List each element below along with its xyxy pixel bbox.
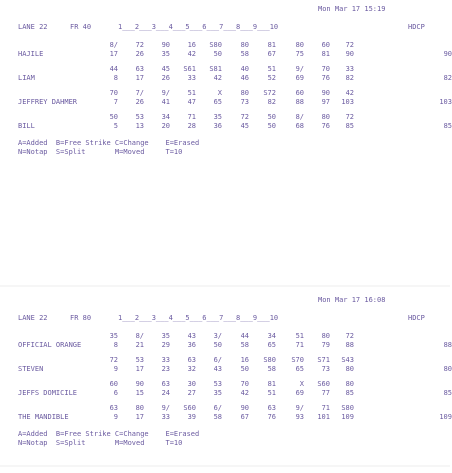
frame-total: 46 bbox=[240, 74, 249, 82]
frame-label: FR 80 bbox=[70, 314, 92, 322]
frame-mark: 72 bbox=[345, 332, 354, 340]
frame-total: 17 bbox=[135, 365, 144, 373]
frame-total: 15 bbox=[135, 389, 144, 397]
frame-total: 85 bbox=[345, 122, 354, 130]
frame-total: 75 bbox=[295, 50, 304, 58]
frame-mark: 80 bbox=[345, 380, 354, 388]
frame-mark: 90 bbox=[240, 404, 249, 412]
frame-total: 29 bbox=[161, 341, 170, 349]
hdcp-score: 80 bbox=[443, 365, 452, 373]
frame-total: 73 bbox=[321, 365, 330, 373]
player-name: BILL bbox=[18, 122, 35, 130]
frame-mark: 72 bbox=[240, 113, 249, 121]
frame-total: 88 bbox=[295, 98, 304, 106]
legend-line: N=Notap S=Split M=Moved T=10 bbox=[18, 439, 183, 447]
frame-total: 33 bbox=[187, 74, 196, 82]
frame-total: 45 bbox=[240, 122, 249, 130]
frame-total: 9 bbox=[113, 413, 118, 421]
frame-mark: 51 bbox=[187, 89, 196, 97]
frame-total: 68 bbox=[295, 122, 304, 130]
frame-total: 35 bbox=[161, 50, 170, 58]
frame-total: 35 bbox=[213, 389, 222, 397]
frame-mark: 35 bbox=[213, 113, 222, 121]
frame-total: 27 bbox=[187, 389, 196, 397]
frame-mark: 35 bbox=[161, 332, 170, 340]
frame-mark: 44 bbox=[109, 65, 118, 73]
frame-mark: 63 bbox=[161, 380, 170, 388]
frame-mark: 53 bbox=[135, 113, 144, 121]
hdcp-score: 103 bbox=[439, 98, 452, 106]
frame-total: 82 bbox=[267, 98, 276, 106]
frame-total: 80 bbox=[345, 365, 354, 373]
frame-mark: 6/ bbox=[213, 404, 222, 412]
player-name: HAJILE bbox=[18, 50, 44, 58]
frame-total: 67 bbox=[267, 50, 276, 58]
frame-total: 24 bbox=[161, 389, 170, 397]
hdcp-score: 109 bbox=[439, 413, 452, 421]
frame-mark: 43 bbox=[187, 332, 196, 340]
frame-mark: 60 bbox=[321, 41, 330, 49]
frame-mark: 80 bbox=[321, 113, 330, 121]
frame-total: 21 bbox=[135, 341, 144, 349]
frame-total: 69 bbox=[295, 74, 304, 82]
frame-mark: 9/ bbox=[161, 404, 170, 412]
frame-total: 69 bbox=[295, 389, 304, 397]
frame-total: 109 bbox=[341, 413, 354, 421]
frame-total: 50 bbox=[213, 50, 222, 58]
frame-header: 1___2___3___4___5___6___7___8___9___10 bbox=[118, 314, 279, 322]
frame-total: 58 bbox=[240, 341, 249, 349]
frame-mark: 16 bbox=[240, 356, 249, 364]
frame-total: 39 bbox=[187, 413, 196, 421]
hdcp-score: 85 bbox=[443, 122, 452, 130]
frame-mark: 71 bbox=[187, 113, 196, 121]
frame-total: 17 bbox=[135, 413, 144, 421]
frame-total: 58 bbox=[213, 413, 222, 421]
frame-mark: S80 bbox=[263, 356, 276, 364]
frame-mark: 90 bbox=[135, 380, 144, 388]
frame-mark: 53 bbox=[213, 380, 222, 388]
hdcp-score: 85 bbox=[443, 389, 452, 397]
frame-total: 17 bbox=[135, 74, 144, 82]
frame-total: 93 bbox=[295, 413, 304, 421]
frame-mark: S80 bbox=[209, 41, 222, 49]
hdcp-score: 82 bbox=[443, 74, 452, 82]
frame-total: 52 bbox=[267, 74, 276, 82]
frame-mark: 9/ bbox=[295, 404, 304, 412]
frame-mark: 90 bbox=[161, 41, 170, 49]
frame-total: 23 bbox=[161, 365, 170, 373]
frame-mark: 60 bbox=[109, 380, 118, 388]
frame-total: 8 bbox=[113, 341, 118, 349]
frame-total: 42 bbox=[240, 389, 249, 397]
lane-label: LANE 22 bbox=[18, 23, 48, 31]
frame-total: 8 bbox=[113, 74, 118, 82]
frame-mark: S43 bbox=[341, 356, 354, 364]
frame-total: 9 bbox=[113, 365, 118, 373]
frame-total: 82 bbox=[345, 74, 354, 82]
hdcp-score: 90 bbox=[443, 50, 452, 58]
frame-total: 65 bbox=[267, 341, 276, 349]
frame-mark: S70 bbox=[291, 356, 304, 364]
frame-mark: 70 bbox=[109, 89, 118, 97]
frame-mark: 3/ bbox=[213, 332, 222, 340]
frame-total: 58 bbox=[240, 50, 249, 58]
frame-total: 101 bbox=[317, 413, 330, 421]
frame-mark: S61 bbox=[183, 65, 196, 73]
frame-total: 73 bbox=[240, 98, 249, 106]
frame-mark: S81 bbox=[209, 65, 222, 73]
frame-mark: 34 bbox=[161, 113, 170, 121]
frame-mark: 72 bbox=[345, 113, 354, 121]
frame-mark: 70 bbox=[240, 380, 249, 388]
lane-label: LANE 22 bbox=[18, 314, 48, 322]
frame-mark: 70 bbox=[321, 65, 330, 73]
frame-total: 50 bbox=[240, 365, 249, 373]
frame-total: 7 bbox=[113, 98, 118, 106]
frame-mark: 50 bbox=[267, 113, 276, 121]
frame-total: 50 bbox=[267, 122, 276, 130]
frame-total: 42 bbox=[187, 50, 196, 58]
legend-line: N=Notap S=Split M=Moved T=10 bbox=[18, 148, 183, 156]
frame-total: 71 bbox=[295, 341, 304, 349]
hdcp-score: 88 bbox=[443, 341, 452, 349]
frame-total: 42 bbox=[213, 74, 222, 82]
frame-mark: 35 bbox=[109, 332, 118, 340]
frame-mark: X bbox=[217, 89, 222, 97]
frame-mark: 40 bbox=[240, 65, 249, 73]
frame-total: 47 bbox=[187, 98, 196, 106]
frame-mark: 8/ bbox=[109, 41, 118, 49]
player-name: STEVEN bbox=[18, 365, 44, 373]
frame-mark: 71 bbox=[321, 404, 330, 412]
frame-total: 65 bbox=[295, 365, 304, 373]
frame-mark: 9/ bbox=[295, 65, 304, 73]
frame-mark: 72 bbox=[109, 356, 118, 364]
frame-mark: S60 bbox=[317, 380, 330, 388]
frame-total: 51 bbox=[267, 389, 276, 397]
frame-total: 36 bbox=[213, 122, 222, 130]
frame-mark: 50 bbox=[109, 113, 118, 121]
timestamp: Mon Mar 17 15:19 bbox=[318, 5, 386, 13]
frame-total: 76 bbox=[321, 122, 330, 130]
frame-mark: S72 bbox=[263, 89, 276, 97]
frame-mark: 60 bbox=[295, 89, 304, 97]
frame-total: 50 bbox=[213, 341, 222, 349]
frame-total: 58 bbox=[267, 365, 276, 373]
frame-mark: 80 bbox=[240, 41, 249, 49]
frame-mark: 8/ bbox=[135, 332, 144, 340]
frame-total: 76 bbox=[267, 413, 276, 421]
player-name: JEFFS DOMICILE bbox=[18, 389, 78, 397]
frame-total: 28 bbox=[187, 122, 196, 130]
frame-total: 43 bbox=[213, 365, 222, 373]
frame-mark: 8/ bbox=[295, 113, 304, 121]
frame-mark: 42 bbox=[345, 89, 354, 97]
frame-mark: 63 bbox=[267, 404, 276, 412]
frame-total: 88 bbox=[345, 341, 354, 349]
frame-mark: 30 bbox=[187, 380, 196, 388]
frame-mark: 16 bbox=[187, 41, 196, 49]
frame-mark: 81 bbox=[267, 41, 276, 49]
frame-total: 103 bbox=[341, 98, 354, 106]
frame-mark: 63 bbox=[109, 404, 118, 412]
frame-total: 36 bbox=[187, 341, 196, 349]
hdcp-label: HDCP bbox=[408, 23, 425, 31]
player-name: THE MANDIBLE bbox=[18, 413, 69, 421]
frame-total: 32 bbox=[187, 365, 196, 373]
frame-total: 13 bbox=[135, 122, 144, 130]
hdcp-label: HDCP bbox=[408, 314, 425, 322]
frame-mark: 72 bbox=[135, 41, 144, 49]
legend-line: A=Added B=Free Strike C=Change E=Erased bbox=[18, 430, 200, 438]
frame-total: 26 bbox=[135, 98, 144, 106]
frame-mark: 9/ bbox=[161, 89, 170, 97]
frame-total: 41 bbox=[161, 98, 170, 106]
frame-mark: 72 bbox=[345, 41, 354, 49]
frame-total: 79 bbox=[321, 341, 330, 349]
frame-total: 26 bbox=[161, 74, 170, 82]
player-name: JEFFREY DAHMER bbox=[18, 98, 78, 106]
frame-mark: 80 bbox=[240, 89, 249, 97]
frame-total: 26 bbox=[135, 50, 144, 58]
frame-mark: 63 bbox=[187, 356, 196, 364]
frame-total: 17 bbox=[109, 50, 118, 58]
frame-total: 65 bbox=[213, 98, 222, 106]
frame-mark: 80 bbox=[135, 404, 144, 412]
frame-mark: 7/ bbox=[135, 89, 144, 97]
legend-line: A=Added B=Free Strike C=Change E=Erased bbox=[18, 139, 200, 147]
frame-total: 6 bbox=[113, 389, 118, 397]
frame-mark: 45 bbox=[161, 65, 170, 73]
frame-header: 1___2___3___4___5___6___7___8___9___10 bbox=[118, 23, 279, 31]
frame-total: 33 bbox=[161, 413, 170, 421]
frame-total: 20 bbox=[161, 122, 170, 130]
frame-mark: S60 bbox=[183, 404, 196, 412]
frame-mark: 51 bbox=[295, 332, 304, 340]
frame-mark: 33 bbox=[161, 356, 170, 364]
frame-mark: X bbox=[299, 380, 304, 388]
frame-label: FR 40 bbox=[70, 23, 92, 31]
frame-mark: 80 bbox=[295, 41, 304, 49]
frame-mark: 53 bbox=[135, 356, 144, 364]
frame-mark: 63 bbox=[135, 65, 144, 73]
frame-mark: S71 bbox=[317, 356, 330, 364]
frame-total: 5 bbox=[113, 122, 118, 130]
frame-mark: 51 bbox=[267, 65, 276, 73]
frame-mark: 6/ bbox=[213, 356, 222, 364]
frame-total: 85 bbox=[345, 389, 354, 397]
frame-mark: 33 bbox=[345, 65, 354, 73]
frame-mark: 81 bbox=[267, 380, 276, 388]
frame-mark: 34 bbox=[267, 332, 276, 340]
frame-total: 76 bbox=[321, 74, 330, 82]
frame-total: 97 bbox=[321, 98, 330, 106]
frame-mark: 80 bbox=[321, 332, 330, 340]
frame-total: 90 bbox=[345, 50, 354, 58]
frame-total: 77 bbox=[321, 389, 330, 397]
frame-total: 67 bbox=[240, 413, 249, 421]
frame-mark: 90 bbox=[321, 89, 330, 97]
frame-total: 81 bbox=[321, 50, 330, 58]
frame-mark: S80 bbox=[341, 404, 354, 412]
player-name: LIAM bbox=[18, 74, 35, 82]
frame-mark: 44 bbox=[240, 332, 249, 340]
player-name: OFFICIAL ORANGE bbox=[18, 341, 82, 349]
timestamp: Mon Mar 17 16:08 bbox=[318, 296, 386, 304]
